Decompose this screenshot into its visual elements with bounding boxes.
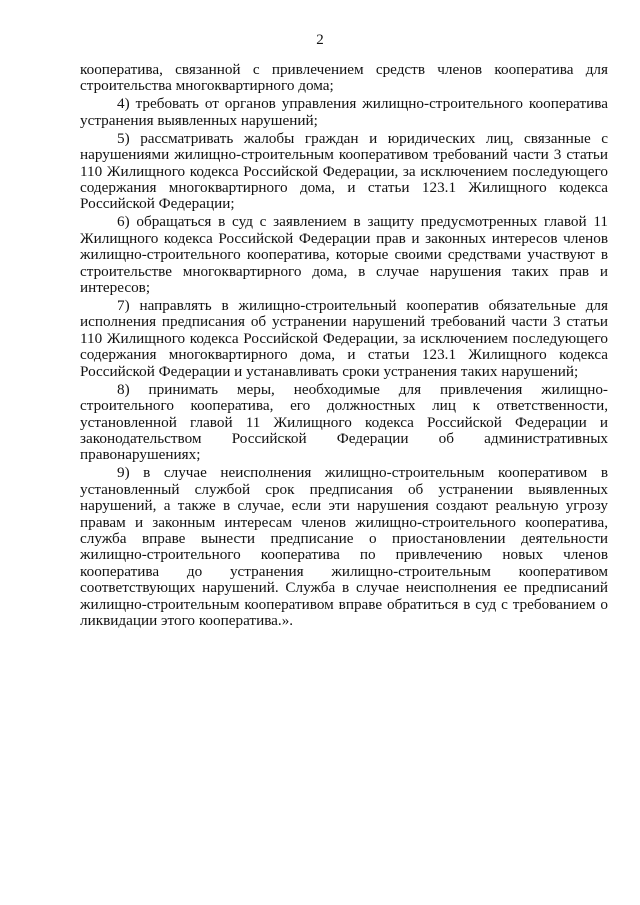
document-body [80, 62, 608, 631]
paragraph-item-9: 9) в случае неисполнения жилищно-строительным кооперативом в установленный службой срок предписания об устранении выявленных нарушений, а также в случае, если эти нарушения создают реальную угрозу правам и законным интересам членов жилищно-строительного кооператива, служба вправе вынести предписание о приостановлении деятельности жилищно-строительного кооператива по привлечению новых членов кооператива до устранения жилищно-строительным кооперативом соответствующих нарушений. Служба в случае неисполнения ее предписаний жилищно-строительным кооперативом вправе обратиться в суд с требованием о ликвидации этого кооператива.». [80, 464, 608, 629]
paragraph-item-5: 5) рассматривать жалобы граждан и юридических лиц, связанные с нарушениями жилищно-строительным кооперативом требований части 3 статьи 110 Жилищного кодекса Российской Федерации, за исключением последующего содержания многоквартирного дома, и статьи 123.1 Жилищного кодекса Российской Федерации; [80, 129, 608, 213]
page-number: 2 [316, 32, 324, 48]
paragraph-item-7: 7) направлять в жилищно-строительный кооператив обязательные для исполнения предписания об устранении нарушений требований части 3 статьи 110 Жилищного кодекса Российской Федерации, за исключением последующего содержания многоквартирного дома, и статьи 123.1 Жилищного кодекса Российской Федерации и устанавливать сроки устранения таких нарушений; [80, 297, 608, 380]
paragraph-continuation: кооператива, связанной с привлечением средств членов кооператива для строительства многоквартирного дома; [80, 61, 608, 95]
paragraph-item-6: 6) обращаться в суд с заявлением в защиту предусмотренных главой 11 Жилищного кодекса Российской Федерации прав и законных интересов членов жилищно-строительного кооператива, которые своими средствами участвуют в строительстве многоквартирного дома, в случае нарушения таких прав и интересов; [80, 213, 608, 297]
paragraph-item-4: 4) требовать от органов управления жилищно-строительного кооператива устранения выявленных нарушений; [80, 95, 608, 129]
paragraph-item-8: 8) принимать меры, необходимые для привлечения жилищно-строительного кооператива, его должностных лиц к ответственности, установленной главой 11 Жилищного кодекса Российской Федерации и законодательством Российской Федерации об административных правонарушениях; [80, 380, 608, 464]
